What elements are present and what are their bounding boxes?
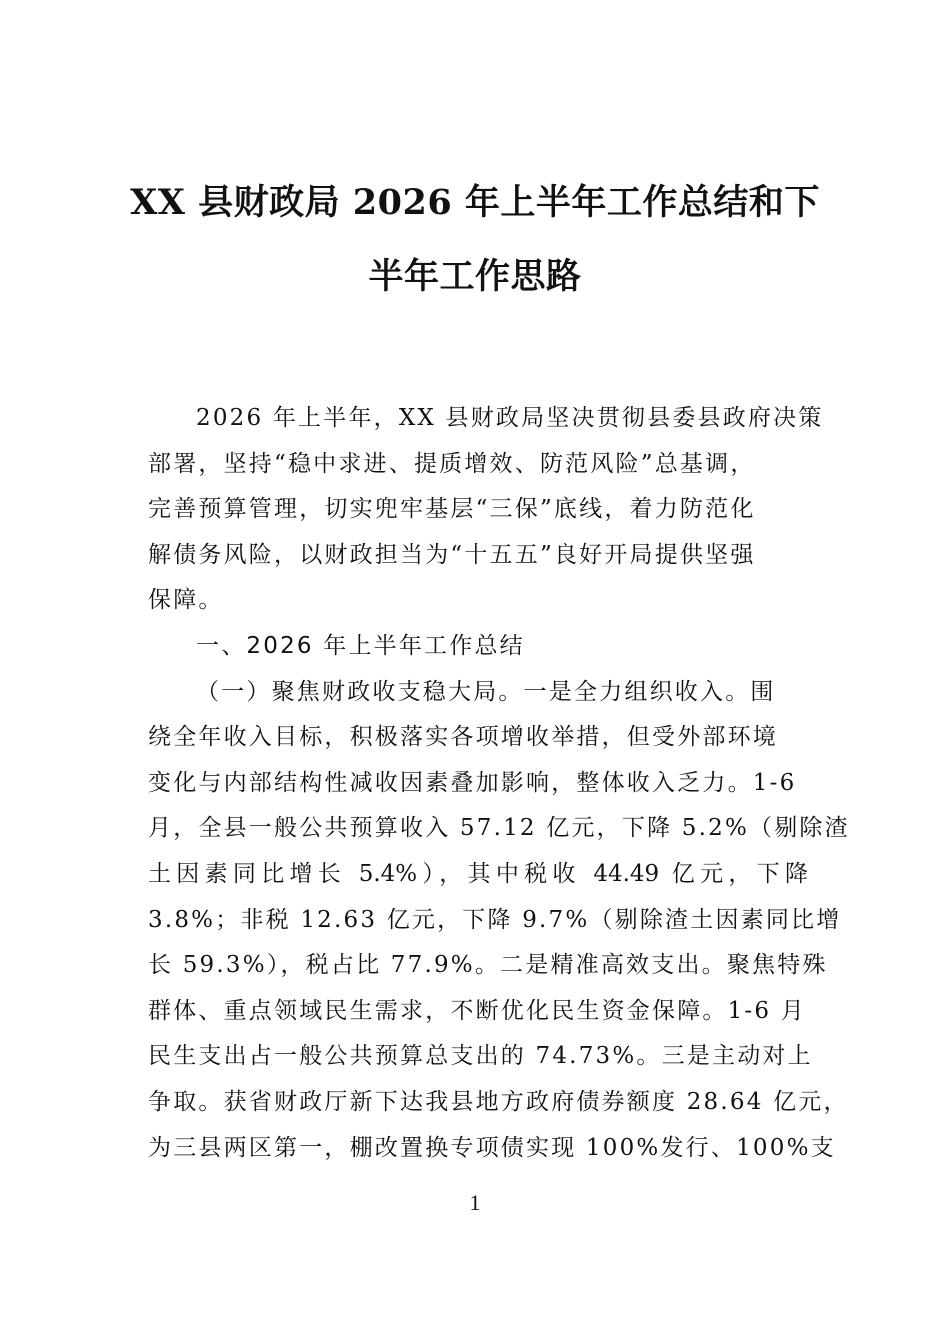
text-line: 2026 年上半年，XX 县财政局坚决贯彻县委县政府决策 (196, 405, 824, 431)
text-line: 变化与内部结构性减收因素叠加影响，整体收入乏力。1-6 (148, 769, 797, 796)
text-line: 争取。获省财政厅新下达我县地方政府债券额度 28.64 亿元， (148, 1088, 849, 1115)
document-title (110, 166, 840, 314)
text-line: 保障。 (148, 587, 224, 614)
section-heading: 一、2026 年上半年工作总结 (196, 632, 525, 659)
text-line: 长 59.3%），税占比 77.9%。二是精准高效支出。聚焦特殊 (148, 952, 828, 979)
title-line: XX 县财政局 2026 年上半年工作总结和下 (130, 182, 820, 223)
summary-paragraph (148, 670, 850, 1172)
document-body (148, 396, 850, 1171)
text-line: 解债务风险，以财政担当为“十五五”良好开局提供坚强 (148, 541, 756, 568)
text-line: 民生支出占一般公共预算总支出的 74.73%。三是主动对上 (148, 1043, 813, 1070)
text-line: 月，全县一般公共预算收入 57.12 亿元，下降 5.2%（剔除渣 (148, 815, 850, 842)
text-line: 群体、重点领域民生需求，不断优化民生资金保障。1-6 月 (148, 997, 806, 1024)
text-line: 为三县两区第一，棚改置换专项债实现 100%发行、100%支 (148, 1134, 836, 1161)
text-line: 绕全年收入目标，积极落实各项增收举措，但受外部环境 (148, 724, 778, 751)
page-number: 1 (469, 1190, 481, 1215)
text-line: 部署，坚持“稳中求进、提质增效、防范风险”总基调， (148, 450, 756, 477)
title-line: 半年工作思路 (368, 256, 582, 297)
text-line: 土因素同比增长 5.4%），其中税收 44.49 亿元，下降 (148, 860, 808, 887)
text-line: 3.8%；非税 12.63 亿元，下降 9.7%（剔除渣土因素同比增 (148, 906, 842, 933)
intro-paragraph (148, 396, 824, 624)
text-line: （一）聚焦财政收支稳大局。一是全力组织收入。围 (196, 678, 776, 705)
text-line: 完善预算管理，切实兜牢基层“三保”底线，着力防范化 (148, 496, 756, 523)
